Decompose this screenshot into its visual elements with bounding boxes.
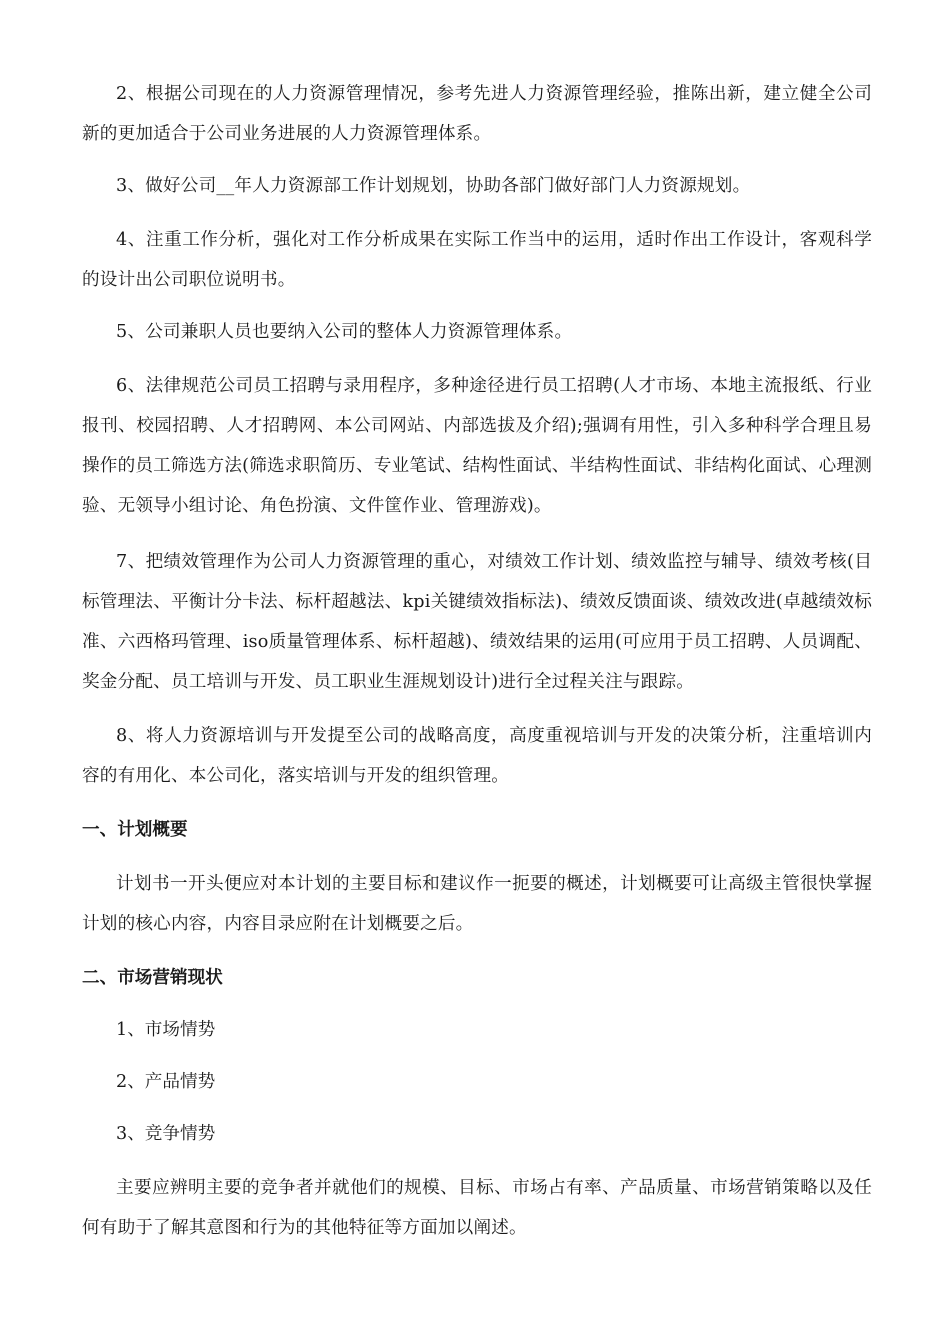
- paragraph-3: 3、做好公司__年人力资源部工作计划规划，协助各部门做好部门人力资源规划。: [116, 176, 751, 196]
- paragraph-7: 7、把绩效管理作为公司人力资源管理的重心，对绩效工作计划、绩效监控与辅导、绩效考核(目标管理法、平衡计分卡法、标杆超越法、kpi关键绩效指标法)、绩效反馈面谈、绩效改进(卓越绩效标准、六西格玛管理、iso质量管理体系、标杆超越)、绩效结果的运用(可应用于员工招聘、人员调配、奖金分配、员工培训与开发、员工职业生涯规划设计)进行全过程关注与跟踪。: [82, 552, 872, 692]
- section-1-body: 计划书一开头便应对本计划的主要目标和建议作一扼要的概述，计划概要可让高级主管很快掌握计划的核心内容，内容目录应附在计划概要之后。: [82, 874, 872, 934]
- list-item-competition: 3、竞争情势: [116, 1124, 216, 1144]
- list-item-market: 1、市场情势: [116, 1020, 216, 1040]
- section-heading-2: 二、市场营销现状: [82, 968, 223, 988]
- list-item-product: 2、产品情势: [116, 1072, 216, 1092]
- section-2-body: 主要应辨明主要的竞争者并就他们的规模、目标、市场占有率、产品质量、市场营销策略以及任何有助于了解其意图和行为的其他特征等方面加以阐述。: [82, 1178, 872, 1238]
- paragraph-2: 2、根据公司现在的人力资源管理情况，参考先进人力资源管理经验，推陈出新，建立健全公司新的更加适合于公司业务进展的人力资源管理体系。: [82, 84, 872, 144]
- paragraph-6: 6、法律规范公司员工招聘与录用程序，多种途径进行员工招聘(人才市场、本地主流报纸、行业报刊、校园招聘、人才招聘网、本公司网站、内部选拔及介绍);强调有用性，引入多种科学合理且易操作的员工筛选方法(筛选求职简历、专业笔试、结构性面试、半结构性面试、非结构化面试、心理测验、无领导小组讨论、角色扮演、文件筐作业、管理游戏)。: [82, 376, 872, 516]
- paragraph-8: 8、将人力资源培训与开发提至公司的战略高度，高度重视培训与开发的决策分析，注重培训内容的有用化、本公司化，落实培训与开发的组织管理。: [82, 726, 872, 786]
- section-heading-1: 一、计划概要: [82, 820, 188, 840]
- paragraph-4: 4、注重工作分析，强化对工作分析成果在实际工作当中的运用，适时作出工作设计，客观科学的设计出公司职位说明书。: [82, 230, 872, 290]
- paragraph-5: 5、公司兼职人员也要纳入公司的整体人力资源管理体系。: [116, 322, 573, 342]
